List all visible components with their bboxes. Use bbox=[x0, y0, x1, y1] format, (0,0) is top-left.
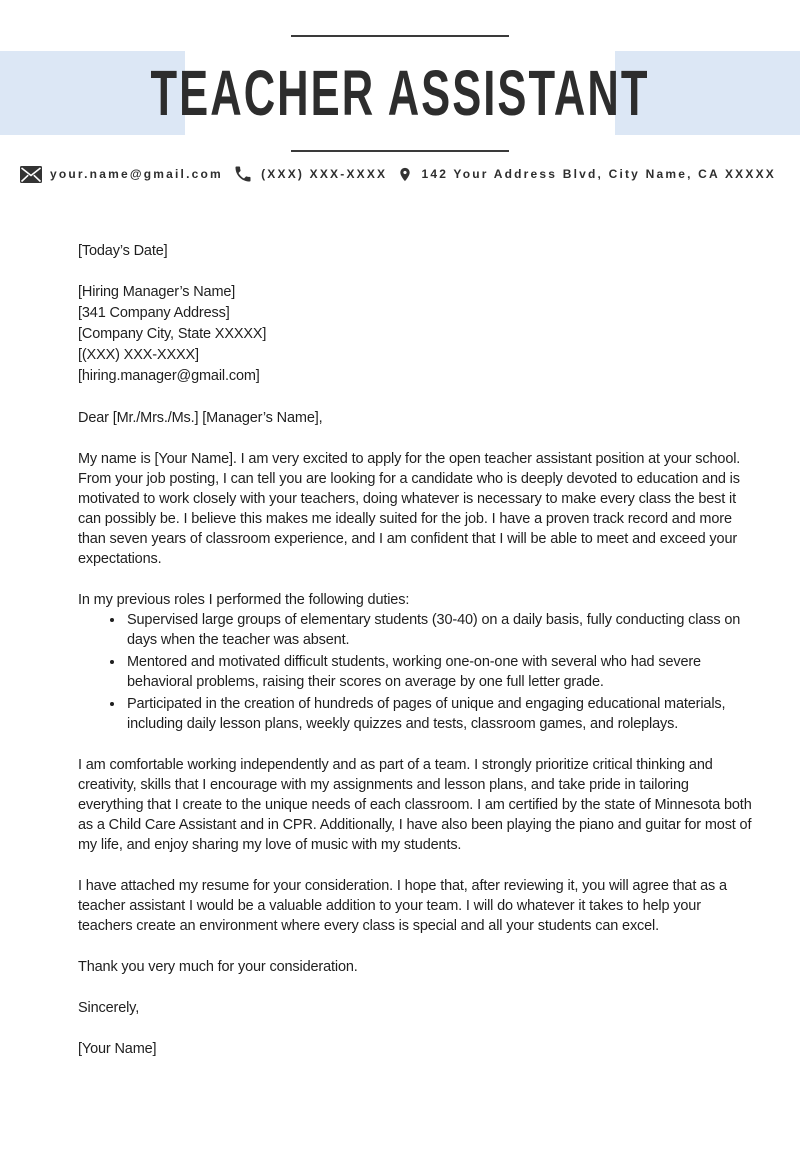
header-rule-bottom bbox=[291, 150, 509, 152]
signoff-line: Sincerely, bbox=[78, 1000, 140, 1016]
contact-email-text: your.name@gmail.com bbox=[50, 167, 223, 181]
signature-line: [Your Name] bbox=[78, 1041, 157, 1057]
page-title: TEACHER ASSISTANT bbox=[150, 57, 650, 129]
envelope-icon bbox=[20, 166, 42, 183]
recipient-line: [hiring.manager@gmail.com] bbox=[78, 368, 260, 384]
recipient-line: [Hiring Manager’s Name] bbox=[78, 284, 236, 300]
recipient-line: [Company City, State XXXXX] bbox=[78, 326, 267, 342]
recipient-line: [(XXX) XXX-XXXX] bbox=[78, 347, 199, 363]
intro-paragraph: My name is [Your Name]. I am very excited to apply for the open teacher assistant position at your school. From your job posting, I can tell you are looking for a candidate who is deeply devoted to education and is motivated to work closely with your teachers, doing whatever is necessary to make every class the best it can possibly be. I believe this makes me ideally suited for the job. I have a proven track record and more than seven years of classroom experience, and I am confident that I will be able to meet and exceed your expectations. bbox=[78, 451, 741, 567]
thanks-line: Thank you very much for your consideration. bbox=[78, 959, 358, 975]
closing-paragraph: I have attached my resume for your consideration. I hope that, after reviewing it, you will agree that as a teacher assistant I would be a valuable addition to your team. I will do whatever it takes to help your teachers create an environment where every class is special and all your students can excel. bbox=[78, 878, 727, 934]
recipient-line: [341 Company Address] bbox=[78, 305, 230, 321]
location-pin-icon bbox=[397, 164, 413, 185]
contact-address bbox=[397, 164, 776, 185]
contact-bar bbox=[0, 161, 800, 187]
header-band-row bbox=[0, 51, 800, 135]
salutation: Dear [Mr./Mrs./Ms.] [Manager’s Name], bbox=[78, 410, 323, 426]
contact-phone-text: (XXX) XXX-XXXX bbox=[261, 167, 388, 181]
duties-list bbox=[78, 610, 758, 734]
skills-paragraph: I am comfortable working independently and as part of a team. I strongly prioritize critical thinking and creativity, skills that I encourage with my assignments and lesson plans, and take pride in tailoring everything that I create to the unique needs of each classroom. I am certified by the state of Minnesota both as a Child Care Assistant and in CPR. Additionally, I have also been playing the piano and guitar for most of my life, and enjoy sharing my love of music with my students. bbox=[78, 757, 752, 853]
duty-item: • Participated in the creation of hundreds of pages of unique and engaging educational materials, including daily lesson plans, weekly quizzes and tests, classroom games, and roleplays. bbox=[125, 694, 758, 734]
recipient-block bbox=[78, 282, 758, 387]
letter-body bbox=[0, 187, 800, 1059]
phone-icon bbox=[233, 164, 253, 184]
duties-lead: In my previous roles I performed the following duties: bbox=[78, 592, 410, 608]
duty-item: • Supervised large groups of elementary students (30-40) on a daily basis, fully conducting class on days when the teacher was absent. bbox=[125, 610, 758, 650]
contact-email bbox=[20, 166, 223, 183]
page bbox=[0, 35, 800, 1167]
contact-address-text: 142 Your Address Blvd, City Name, CA XXXXX bbox=[421, 167, 776, 181]
contact-phone bbox=[233, 164, 387, 184]
header-rule-top bbox=[291, 35, 509, 37]
duty-item: • Mentored and motivated difficult students, working one-on-one with several who had severe behavioral problems, raising their scores on average by one full letter grade. bbox=[125, 652, 758, 692]
date-line: [Today’s Date] bbox=[78, 243, 168, 259]
